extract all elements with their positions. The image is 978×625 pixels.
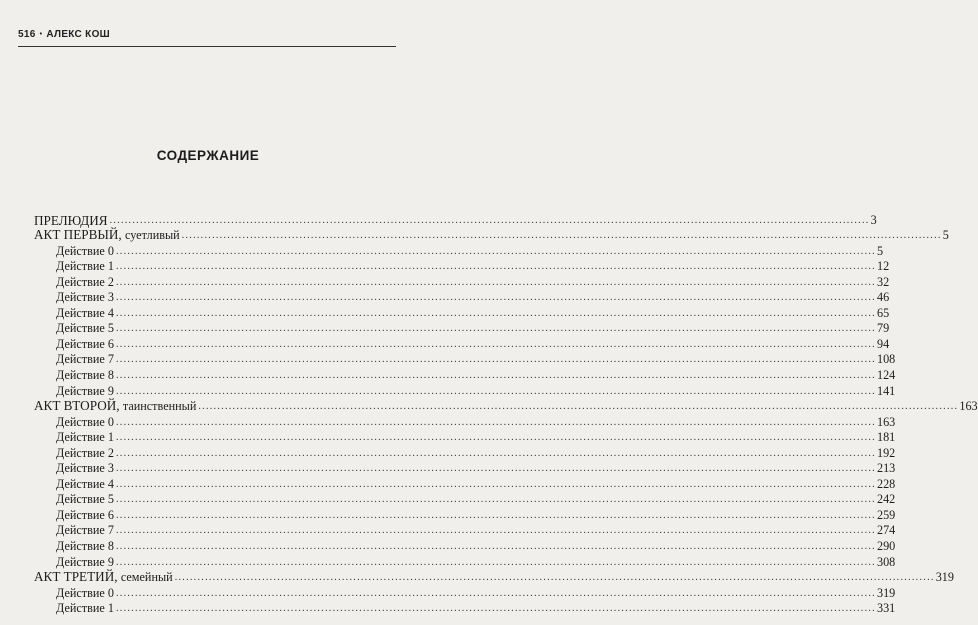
toc-entry-label [34,213,108,228]
dot-leader: ........................................................................................................................................................................................................ [115,276,876,288]
toc-entry-label [56,446,114,461]
toc-entry-title: Действие 0 [56,585,114,600]
toc-page-number: 319 [935,570,954,585]
dot-leader: ........................................................................................................................................................................................................ [115,432,876,444]
toc-entry-label [56,555,114,570]
toc-entry-title: Действие 3 [56,461,114,476]
toc-entry-label [56,523,114,538]
toc-part-entry [34,398,978,415]
toc-entry-title: АКТ ВТОРОЙ, [34,398,120,414]
toc-chapter-entry [34,538,896,554]
dot-leader: ........................................................................................................................................................................................................ [115,525,876,537]
toc-entry-title: Действие 6 [56,336,114,351]
dot-leader: ........................................................................................................................................................................................................ [198,401,959,413]
dot-leader: ........................................................................................................................................................................................................ [115,541,876,553]
toc-entry-title: АКТ ПЕРВЫЙ, [34,227,122,243]
dot-leader: ........................................................................................................................................................................................................ [115,463,876,475]
toc-entry-title: Действие 7 [56,352,114,367]
toc-page-number: 94 [876,336,890,351]
toc-entry-title: Действие 8 [56,539,114,554]
toc-entry-label [56,601,114,616]
toc-page-number: 331 [876,601,896,616]
dot-leader: ........................................................................................................................................................................................................ [115,354,876,366]
toc-part-entry [34,569,954,586]
toc-chapter-entry [34,367,896,383]
toc-page-number: 46 [876,290,890,305]
toc-page-number: 163 [876,414,896,429]
toc-chapter-entry [34,290,890,306]
toc-chapter-entry [34,445,896,461]
toc-entry-label [56,508,114,523]
toc-entry-title: Действие 3 [56,290,114,305]
toc-entry-title: Действие 8 [56,368,114,383]
toc-page-number: 65 [876,305,890,320]
dot-leader: ........................................................................................................................................................................................................ [115,416,876,428]
toc-part-entry [34,212,877,228]
dot-leader: ........................................................................................................................................................................................................ [115,385,876,397]
toc-page-number: 12 [876,259,890,274]
toc-chapter-entry [34,352,896,368]
toc-page-number: 5 [942,228,949,243]
toc-page-number: 79 [876,321,890,336]
toc-entry-title: Действие 1 [56,430,114,445]
toc-chapter-entry [34,414,896,430]
toc-page-number: 308 [876,554,896,569]
dot-leader: ........................................................................................................................................................................................................ [109,214,870,226]
toc-entry-title: Действие 2 [56,445,114,460]
toc-entry-title: Действие 5 [56,492,114,507]
table-of-contents [34,212,978,616]
toc-entry-subtitle: таинственный [122,399,197,414]
dot-leader: ........................................................................................................................................................................................................ [115,478,876,490]
toc-entry-label [56,461,114,476]
toc-entry-label [56,321,114,336]
toc-page-number: 259 [876,507,896,522]
toc-entry-label [56,492,114,507]
page-number: 516 [18,29,36,40]
toc-entry-title: Действие 9 [56,554,114,569]
toc-entry-label [56,384,114,399]
toc-entry-label [56,337,114,352]
dot-leader: ........................................................................................................................................................................................................ [115,556,876,568]
header-separator: • [39,31,43,38]
toc-chapter-entry [34,243,884,259]
toc-entry-label [56,290,114,305]
toc-entry-title: Действие 4 [56,476,114,491]
dot-leader: ........................................................................................................................................................................................................ [115,447,876,459]
dot-leader: ........................................................................................................................................................................................................ [174,572,935,584]
toc-entry-label [56,244,114,259]
dot-leader: ........................................................................................................................................................................................................ [115,509,876,521]
toc-page-number: 290 [876,539,896,554]
dot-leader: ........................................................................................................................................................................................................ [115,245,876,257]
toc-page-number: 242 [876,492,896,507]
toc-chapter-entry [34,492,896,508]
toc-entry-label [56,415,114,430]
toc-chapter-entry [34,523,896,539]
toc-entry-subtitle: семейный [120,570,173,585]
toc-entry-label [34,398,196,414]
dot-leader: ........................................................................................................................................................................................................ [115,292,876,304]
toc-entry-label [56,539,114,554]
toc-entry-title: Действие 1 [56,259,114,274]
toc-entry-title: Действие 6 [56,507,114,522]
toc-page-number: 5 [876,243,884,258]
toc-page-number: 213 [876,461,896,476]
toc-entry-title: Действие 2 [56,274,114,289]
toc-page-number: 32 [876,274,890,289]
page-title: СОДЕРЖАНИЕ [156,148,260,163]
toc-chapter-entry [34,601,896,617]
toc-page-number: 141 [876,383,896,398]
header-rule [18,46,396,47]
toc-page-number: 108 [876,352,896,367]
toc-part-entry [34,227,949,244]
dot-leader: ........................................................................................................................................................................................................ [115,370,876,382]
toc-page-number: 228 [876,476,896,491]
toc-page-number: 274 [876,523,896,538]
toc-chapter-entry [34,476,896,492]
toc-page-number: 192 [876,445,896,460]
toc-page-number: 3 [870,212,877,227]
toc-page-number: 163 [959,399,978,414]
dot-leader: ........................................................................................................................................................................................................ [115,494,876,506]
toc-entry-title: Действие 7 [56,523,114,538]
toc-entry-label [56,477,114,492]
toc-chapter-entry [34,430,896,446]
dot-leader: ........................................................................................................................................................................................................ [181,230,942,242]
toc-chapter-entry [34,321,890,337]
running-header [18,29,110,40]
toc-chapter-entry [34,461,896,477]
toc-entry-title: Действие 5 [56,321,114,336]
toc-entry-subtitle: суетливый [125,228,180,243]
toc-chapter-entry [34,585,896,601]
toc-chapter-entry [34,259,890,275]
toc-page-number: 319 [876,585,896,600]
toc-chapter-entry [34,274,890,290]
toc-entry-title: Действие 4 [56,305,114,320]
toc-entry-title: Действие 9 [56,383,114,398]
dot-leader: ........................................................................................................................................................................................................ [115,261,876,273]
dot-leader: ........................................................................................................................................................................................................ [115,603,876,615]
toc-entry-label [56,586,114,601]
toc-entry-label [56,259,114,274]
dot-leader: ........................................................................................................................................................................................................ [115,323,876,335]
toc-entry-title: Действие 0 [56,414,114,429]
author-name: АЛЕКС КОШ [46,29,110,40]
toc-entry-label [56,306,114,321]
toc-entry-label [56,352,114,367]
toc-chapter-entry [34,305,890,321]
toc-chapter-entry [34,507,896,523]
dot-leader: ........................................................................................................................................................................................................ [115,587,876,599]
toc-entry-title: АКТ ТРЕТИЙ, [34,569,118,585]
toc-entry-label [56,430,114,445]
toc-entry-label [56,368,114,383]
dot-leader: ........................................................................................................................................................................................................ [115,307,876,319]
toc-entry-title: ПРЕЛЮДИЯ [34,212,108,228]
toc-entry-title: Действие 1 [56,601,114,616]
toc-page-number: 124 [876,368,896,383]
toc-entry-label [34,227,180,243]
toc-entry-label [34,569,173,585]
toc-entry-title: Действие 0 [56,243,114,258]
toc-entry-label [56,275,114,290]
dot-leader: ........................................................................................................................................................................................................ [115,338,876,350]
toc-chapter-entry [34,383,896,399]
toc-chapter-entry [34,336,890,352]
toc-chapter-entry [34,554,896,570]
toc-page-number: 181 [876,430,896,445]
